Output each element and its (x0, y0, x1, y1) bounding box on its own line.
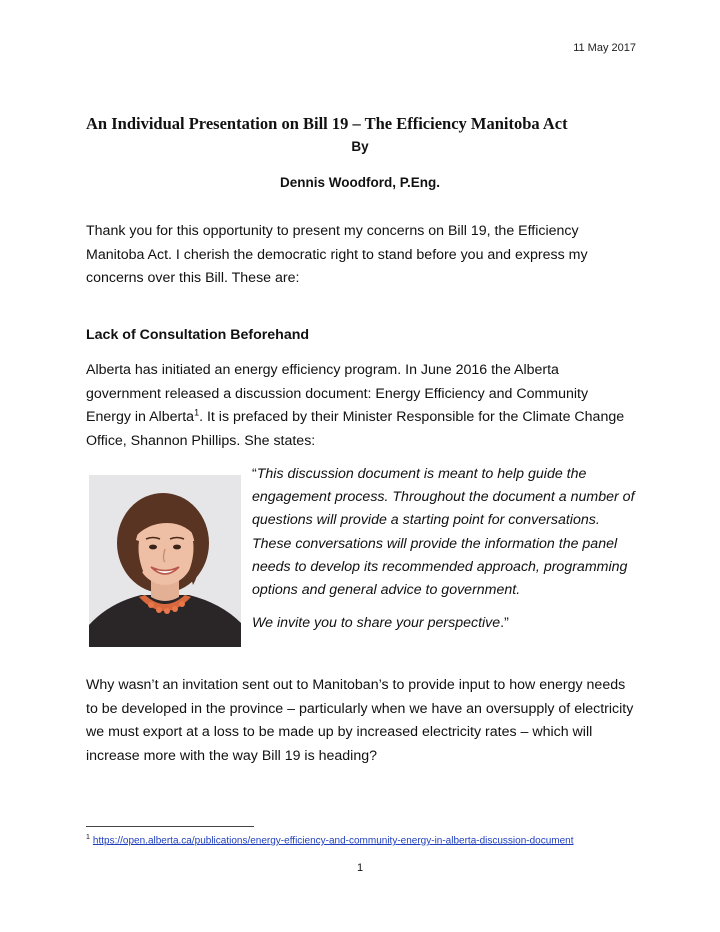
footnote-divider (86, 826, 254, 827)
author-name: Dennis Woodford, P.Eng. (279, 175, 440, 190)
alberta-paragraph (86, 359, 634, 453)
intro-paragraph: Thank you for this opportunity to present my concerns on Bill 19, the Efficiency Manitoba Act. I cherish the democratic right to stand before you and express my concerns over this Bill. These are: (86, 223, 588, 286)
minister-portrait-image (89, 475, 241, 647)
minister-quote (252, 463, 636, 635)
by-line: By (351, 139, 369, 154)
footnote-reference[interactable]: 1 (194, 407, 200, 418)
alberta-paragraph-text: Alberta has initiated an energy efficiency program. In June 2016 the Alberta government released a discussion document: Energy Efficiency and Community Energy in Alberta (86, 362, 589, 425)
footnote (86, 834, 574, 846)
footnote-link[interactable]: https://open.alberta.ca/publications/energy-efficiency-and-community-energy-in-alberta-discussion-document (92, 835, 574, 847)
quote-invitation (252, 612, 636, 635)
portrait-illustration (89, 475, 241, 647)
quote-open-mark: “ (252, 466, 257, 482)
footnote-number: 1 (86, 834, 90, 841)
quote-body-text: This discussion document is meant to help guide the engagement process. Throughout the document a number of questions will provide a starting point for conversations. These conversations will provide the information the panel needs to develop its recommended approach, programming options and general advice to government. (252, 466, 635, 599)
quote-invitation-text: We invite you to share your perspective (252, 615, 501, 632)
closing-paragraph: Why wasn’t an invitation sent out to Manitoban’s to provide input to how energy needs to be developed in the province – particularly when we have an oversupply of electricity we must export at a loss to be made up by increased electricity rates – which will increase more with the way Bill 19 is heading? (86, 677, 634, 764)
document-date: 11 May 2017 (573, 42, 636, 54)
page-number: 1 (356, 862, 364, 874)
quote-close-mark: .” (500, 615, 509, 632)
section-heading: Lack of Consultation Beforehand (86, 327, 310, 343)
quote-body (252, 463, 636, 602)
document-title: An Individual Presentation on Bill 19 – The Efficiency Manitoba Act (86, 114, 568, 133)
alberta-paragraph-text-continued: . It is prefaced by their Minister Responsible for the Climate Change Office, Shannon Phillips. She states: (86, 409, 625, 449)
